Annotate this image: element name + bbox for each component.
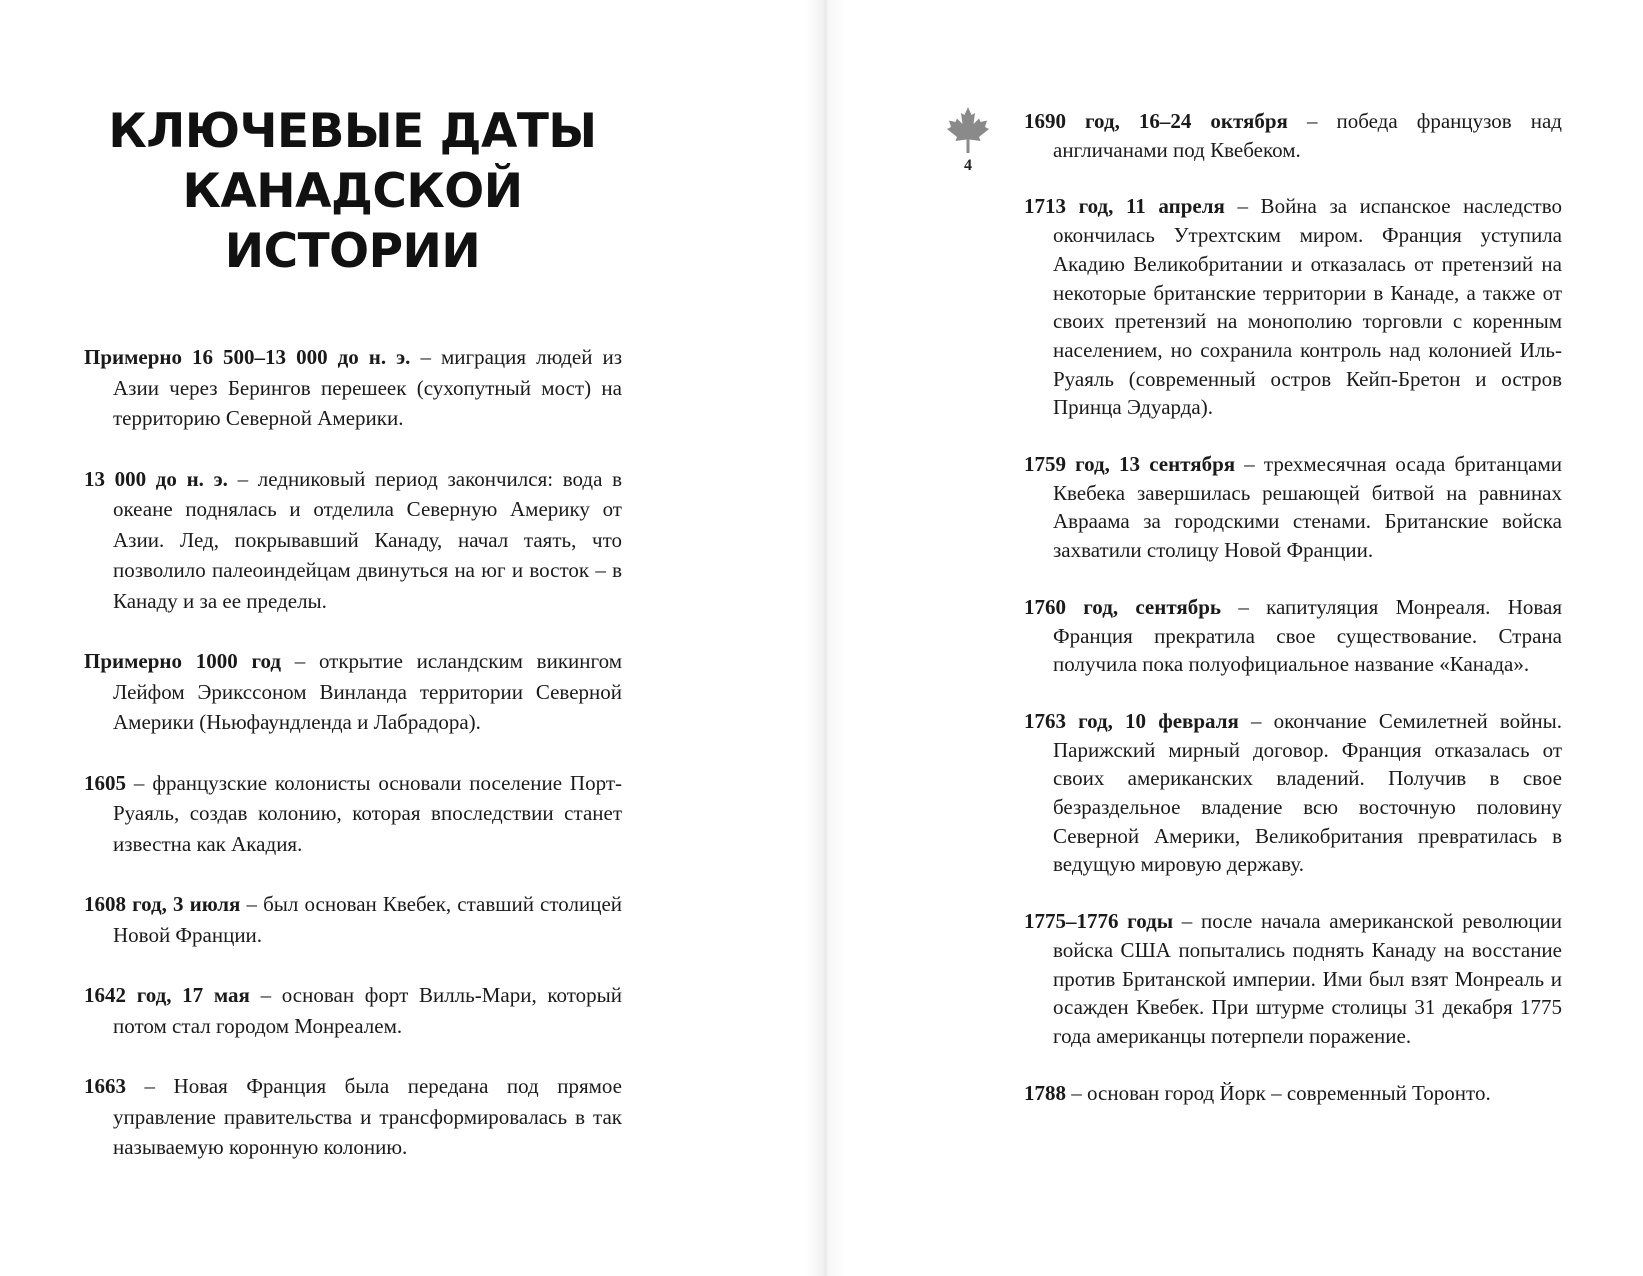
entry-date: 1763 год, 10 февраля bbox=[1024, 708, 1239, 733]
entry-date: 1759 год, 13 сентября bbox=[1024, 452, 1236, 477]
entry-text: – трехмесячная осада британцами Квебека завершилась решающей битвой на равнинах Авраама за городскими стенами. Британские войска захватили столицу Новой Франции. bbox=[1053, 452, 1562, 563]
timeline-entry bbox=[84, 768, 622, 860]
entry-text: – окончание Семилетней войны. Парижский мирный договор. Франция отказалась от своих американских владений. Получив в свое безраздельное владение всю восточную половину Северной Америки, Великобритания превратилась в ведущую мировую державу. bbox=[1053, 708, 1562, 877]
timeline-entry bbox=[1024, 192, 1562, 422]
entry-text: – капитуляция Монреаля. Новая Франция прекратила свое существование. Страна получила пока полуофициальное название «Канада». bbox=[1053, 594, 1562, 677]
entry-date: 1690 год, 16–24 октября bbox=[1024, 109, 1288, 133]
entry-text: – основан город Йорк – современный Торонто. bbox=[1066, 1080, 1491, 1105]
entry-date: 1775–1776 годы bbox=[1024, 909, 1174, 934]
page-number: 4 bbox=[964, 157, 972, 174]
maple-leaf-icon bbox=[943, 105, 993, 155]
timeline-entry bbox=[84, 646, 622, 738]
timeline-list-right bbox=[1024, 107, 1562, 1135]
timeline-entry bbox=[84, 889, 622, 950]
page-title bbox=[85, 102, 620, 282]
entry-date: 1642 год, 17 мая bbox=[84, 983, 250, 1007]
timeline-entry bbox=[1024, 1079, 1562, 1108]
timeline-entry bbox=[84, 342, 622, 434]
entry-text: – ледниковый период закончился: вода в океане поднялась и отделила Северную Америку от Азии. Лед, покрывавший Канаду, начал таять, что позволило палеоиндейцам двинуться на юг и восток – в Канаду и за ее пределы. bbox=[113, 466, 622, 613]
timeline-entry bbox=[1024, 450, 1562, 565]
timeline-entry bbox=[1024, 593, 1562, 679]
entry-text: – был основан Квебек, ставший столицей Новой Франции. bbox=[113, 892, 622, 947]
entry-text: – миграция людей из Азии через Берингов перешеек (сухопутный мост) на территорию Северной Америки. bbox=[113, 345, 622, 430]
timeline-entry bbox=[84, 1071, 622, 1163]
entry-date: Примерно 16 500–13 000 до н. э. bbox=[84, 345, 411, 369]
entry-date: 1663 bbox=[84, 1074, 126, 1098]
timeline-entry bbox=[84, 980, 622, 1041]
entry-date: 1605 bbox=[84, 770, 126, 795]
entry-text: – после начала американской революции войска США попытались поднять Канаду на восстание против Британской империи. Ими был взят Монреаль и осажден Квебек. При штурме столицы 31 декабря 1775 года американцы потерпели поражение. bbox=[1053, 909, 1562, 1048]
entry-date: 1713 год, 11 апреля bbox=[1024, 194, 1225, 219]
entry-text: – основан форт Вилль-Мари, который потом стал городом Монреалем. bbox=[113, 983, 622, 1038]
entry-date: 1788 bbox=[1024, 1080, 1066, 1105]
entry-text: – французские колонисты основали поселение Порт-Руаяль, создав колонию, которая впоследствии станет известна как Акадия. bbox=[113, 770, 622, 856]
timeline-entry bbox=[84, 464, 622, 617]
entry-date: 1608 год, 3 июля bbox=[84, 892, 241, 916]
title-line-3: ИСТОРИИ bbox=[224, 224, 481, 279]
entry-text: – Новая Франция была передана под прямое управление правительства и трансформировалась в так называемую коронную колонию. bbox=[113, 1074, 622, 1159]
title-line-2: КАНАДСКОЙ bbox=[182, 164, 523, 219]
timeline-entry bbox=[1024, 707, 1562, 879]
entry-date: 1760 год, сентябрь bbox=[1024, 594, 1222, 619]
timeline-entry bbox=[1024, 907, 1562, 1051]
entry-text: – открытие исландским викингом Лейфом Эрикссоном Винланда территории Северной Америки (Ньюфаундленда и Лабрадора). bbox=[113, 649, 622, 734]
entry-date: Примерно 1000 год bbox=[84, 649, 281, 673]
title-line-1: КЛЮЧЕВЫЕ ДАТЫ bbox=[108, 104, 597, 159]
timeline-entry bbox=[1024, 107, 1562, 164]
page-folio bbox=[940, 105, 996, 175]
timeline-list-left bbox=[84, 342, 622, 1193]
entry-text: – победа французов над англичанами под Квебеком. bbox=[1053, 109, 1562, 162]
entry-text: – Война за испанское наследство окончилась Утрехтским миром. Франция уступила Акадию Великобритании и отказалась от претензий на некоторые британские территории в Канаде, а также от своих претензий на монополию торговли с коренным населением, но сохранила контроль над колонией Иль-Руаяль (современный остров Кейп-Бретон и остров Принца Эдуарда). bbox=[1053, 194, 1563, 420]
entry-date: 13 000 до н. э. bbox=[84, 466, 228, 491]
